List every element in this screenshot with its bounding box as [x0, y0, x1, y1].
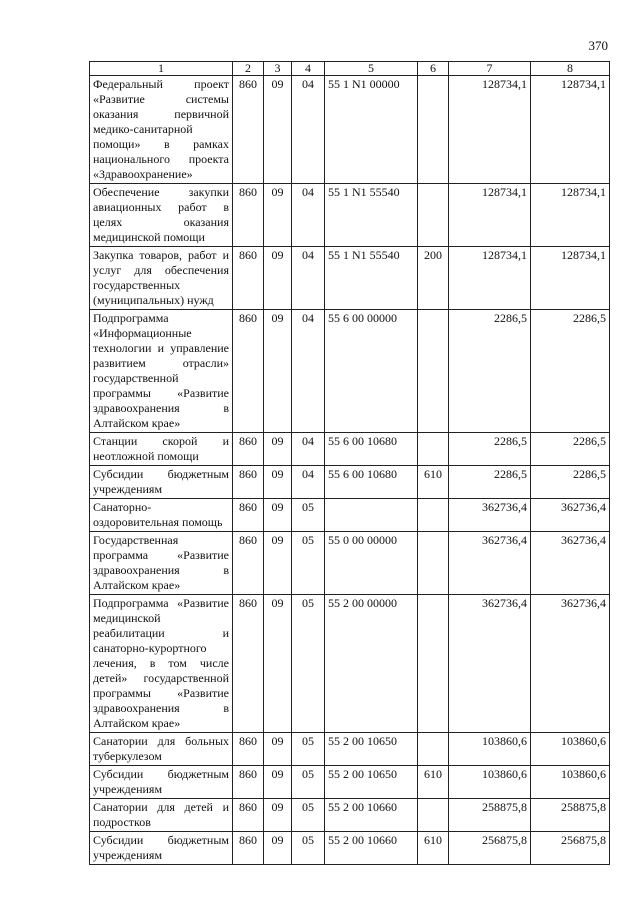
row-name: Субсидии бюджетным учреждениям — [90, 466, 233, 499]
row-name: Субсидии бюджетным учреждениям — [90, 766, 233, 799]
target-article-code: 55 2 00 10650 — [325, 733, 418, 766]
amount-col8: 362736,4 — [531, 499, 610, 532]
table-row — [90, 76, 610, 184]
ministry-code: 860 — [233, 832, 264, 865]
amount-col8: 103860,6 — [531, 733, 610, 766]
expense-type-code — [418, 433, 449, 466]
subsection-code: 04 — [292, 184, 325, 247]
table-row — [90, 310, 610, 433]
subsection-code: 05 — [292, 799, 325, 832]
amount-col8: 256875,8 — [531, 832, 610, 865]
subsection-code: 04 — [292, 76, 325, 184]
target-article-code: 55 1 N1 00000 — [325, 76, 418, 184]
amount-col7: 128734,1 — [449, 247, 531, 310]
amount-col8: 128734,1 — [531, 247, 610, 310]
ministry-code: 860 — [233, 799, 264, 832]
section-code: 09 — [264, 466, 292, 499]
target-article-code: 55 1 N1 55540 — [325, 247, 418, 310]
target-article-code: 55 6 00 00000 — [325, 310, 418, 433]
row-name: Станции скорой и неотложной помощи — [90, 433, 233, 466]
amount-col7: 2286,5 — [449, 310, 531, 433]
column-header: 7 — [449, 62, 531, 76]
expense-type-code — [418, 799, 449, 832]
expense-type-code — [418, 76, 449, 184]
table-row — [90, 466, 610, 499]
row-name: Федеральный проект «Развитие системы оказания первичной медико-санитарной помощи» в рамках национального проекта «Здравоохранение» — [90, 76, 233, 184]
amount-col8: 103860,6 — [531, 766, 610, 799]
ministry-code: 860 — [233, 595, 264, 733]
row-name: Закупка товаров, работ и услуг для обеспечения государственных (муниципальных) нужд — [90, 247, 233, 310]
subsection-code: 04 — [292, 247, 325, 310]
expense-type-code — [418, 595, 449, 733]
subsection-code: 04 — [292, 433, 325, 466]
amount-col8: 2286,5 — [531, 310, 610, 433]
row-name: Государственная программа «Развитие здравоохранения в Алтайском крае» — [90, 532, 233, 595]
amount-col7: 362736,4 — [449, 532, 531, 595]
target-article-code: 55 1 N1 55540 — [325, 184, 418, 247]
column-header: 8 — [531, 62, 610, 76]
table-row — [90, 799, 610, 832]
section-code: 09 — [264, 832, 292, 865]
amount-col8: 2286,5 — [531, 433, 610, 466]
column-header: 3 — [264, 62, 292, 76]
amount-col7: 103860,6 — [449, 733, 531, 766]
table-row — [90, 184, 610, 247]
row-name: Санатории для больных туберкулезом — [90, 733, 233, 766]
ministry-code: 860 — [233, 184, 264, 247]
section-code: 09 — [264, 76, 292, 184]
ministry-code: 860 — [233, 310, 264, 433]
ministry-code: 860 — [233, 766, 264, 799]
section-code: 09 — [264, 799, 292, 832]
target-article-code — [325, 499, 418, 532]
amount-col7: 362736,4 — [449, 499, 531, 532]
subsection-code: 05 — [292, 766, 325, 799]
target-article-code: 55 0 00 00000 — [325, 532, 418, 595]
amount-col8: 258875,8 — [531, 799, 610, 832]
section-code: 09 — [264, 184, 292, 247]
table-row — [90, 832, 610, 865]
target-article-code: 55 2 00 10660 — [325, 832, 418, 865]
target-article-code: 55 2 00 00000 — [325, 595, 418, 733]
amount-col8: 2286,5 — [531, 466, 610, 499]
amount-col7: 128734,1 — [449, 184, 531, 247]
ministry-code: 860 — [233, 76, 264, 184]
row-name: Обеспечение закупки авиационных работ в целях оказания медицинской помощи — [90, 184, 233, 247]
table-row — [90, 733, 610, 766]
subsection-code: 04 — [292, 310, 325, 433]
page-number: 370 — [588, 38, 608, 53]
target-article-code: 55 2 00 10660 — [325, 799, 418, 832]
amount-col7: 362736,4 — [449, 595, 531, 733]
table-row — [90, 247, 610, 310]
ministry-code: 860 — [233, 499, 264, 532]
amount-col7: 2286,5 — [449, 433, 531, 466]
expense-type-code — [418, 499, 449, 532]
ministry-code: 860 — [233, 733, 264, 766]
column-header: 6 — [418, 62, 449, 76]
section-code: 09 — [264, 247, 292, 310]
column-header: 1 — [90, 62, 233, 76]
subsection-code: 04 — [292, 466, 325, 499]
table-row — [90, 499, 610, 532]
expense-type-code — [418, 310, 449, 433]
amount-col7: 256875,8 — [449, 832, 531, 865]
amount-col8: 362736,4 — [531, 532, 610, 595]
row-name: Подпрограмма «Развитие медицинской реабилитации и санаторно-курортного лечения, в том числе детей» государственной программы «Развитие здравоохранения в Алтайском крае» — [90, 595, 233, 733]
ministry-code: 860 — [233, 466, 264, 499]
table-body — [90, 76, 610, 865]
amount-col7: 103860,6 — [449, 766, 531, 799]
subsection-code: 05 — [292, 499, 325, 532]
expense-type-code: 610 — [418, 832, 449, 865]
amount-col8: 128734,1 — [531, 76, 610, 184]
budget-table — [89, 61, 610, 865]
table-row — [90, 433, 610, 466]
section-code: 09 — [264, 310, 292, 433]
row-name: Санаторно-оздоровительная помощь — [90, 499, 233, 532]
subsection-code: 05 — [292, 733, 325, 766]
amount-col8: 128734,1 — [531, 184, 610, 247]
section-code: 09 — [264, 733, 292, 766]
expense-type-code: 610 — [418, 766, 449, 799]
ministry-code: 860 — [233, 532, 264, 595]
header-row — [90, 62, 610, 76]
subsection-code: 05 — [292, 532, 325, 595]
expense-type-code: 200 — [418, 247, 449, 310]
row-name: Подпрограмма «Информационные технологии и управление развитием отрасли» государственной программы «Развитие здравоохранения в Алтайском крае» — [90, 310, 233, 433]
row-name: Субсидии бюджетным учреждениям — [90, 832, 233, 865]
target-article-code: 55 2 00 10650 — [325, 766, 418, 799]
section-code: 09 — [264, 595, 292, 733]
amount-col7: 128734,1 — [449, 76, 531, 184]
ministry-code: 860 — [233, 247, 264, 310]
expense-type-code — [418, 733, 449, 766]
column-header: 5 — [325, 62, 418, 76]
column-header: 2 — [233, 62, 264, 76]
table-row — [90, 532, 610, 595]
amount-col7: 2286,5 — [449, 466, 531, 499]
subsection-code: 05 — [292, 832, 325, 865]
target-article-code: 55 6 00 10680 — [325, 433, 418, 466]
section-code: 09 — [264, 766, 292, 799]
table-row — [90, 595, 610, 733]
subsection-code: 05 — [292, 595, 325, 733]
target-article-code: 55 6 00 10680 — [325, 466, 418, 499]
expense-type-code — [418, 184, 449, 247]
section-code: 09 — [264, 433, 292, 466]
expense-type-code: 610 — [418, 466, 449, 499]
column-header: 4 — [292, 62, 325, 76]
expense-type-code — [418, 532, 449, 595]
ministry-code: 860 — [233, 433, 264, 466]
table-row — [90, 766, 610, 799]
amount-col8: 362736,4 — [531, 595, 610, 733]
section-code: 09 — [264, 499, 292, 532]
section-code: 09 — [264, 532, 292, 595]
row-name: Санатории для детей и подростков — [90, 799, 233, 832]
amount-col7: 258875,8 — [449, 799, 531, 832]
